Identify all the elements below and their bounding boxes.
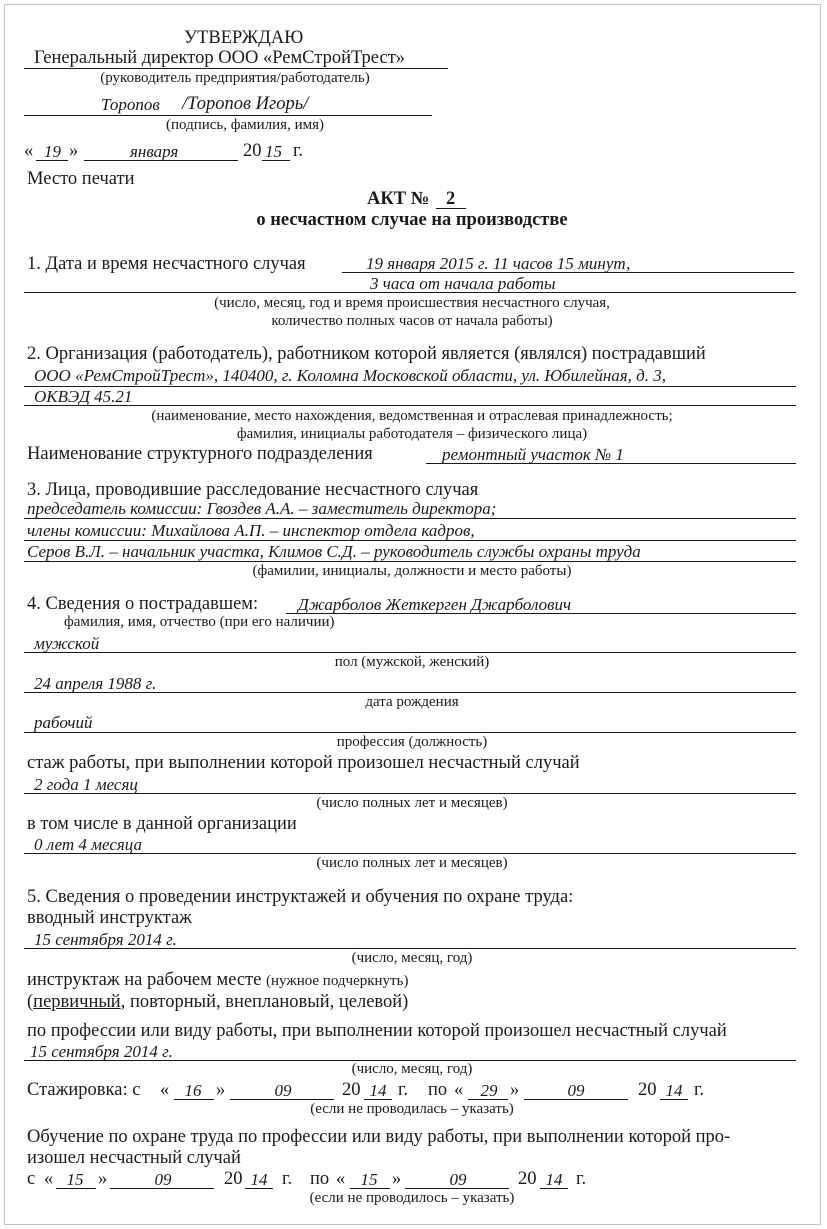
date-day-line bbox=[36, 160, 68, 161]
s5-intern-from-year: 14 bbox=[369, 1081, 387, 1100]
s4-profession: рабочий bbox=[34, 713, 93, 732]
s1-caption2: количество полных часов от начала работы) bbox=[271, 313, 553, 329]
s5-types-rest: , повторный, внеплановый, целевой) bbox=[120, 992, 409, 1012]
s2-line1 bbox=[24, 386, 796, 387]
approval-date-year: 15 bbox=[265, 142, 282, 161]
s5-training-from-year: 14 bbox=[250, 1170, 268, 1189]
s4-gender: мужской bbox=[34, 634, 100, 653]
intern-from-month-line bbox=[230, 1099, 334, 1100]
position-line bbox=[24, 68, 448, 69]
s4-exp-label: стаж работы, при выполнении которой произошел несчастный случай bbox=[27, 753, 580, 773]
s5-intro-line bbox=[24, 948, 796, 949]
date-suffix: г. bbox=[293, 141, 304, 161]
s3-value3: Серов В.Л. – начальник участка, Климов С.Д. – руководитель службы охраны труда bbox=[27, 542, 641, 561]
s5-training-to-month: 09 bbox=[449, 1170, 467, 1189]
position-caption: (руководитель предприятия/работодатель) bbox=[100, 70, 370, 86]
s5-intern-label: Стажировка: с bbox=[27, 1080, 141, 1100]
s5-intern-to-month: 09 bbox=[567, 1081, 585, 1100]
s3-line1 bbox=[24, 518, 796, 519]
intern-from-q-close: » bbox=[216, 1080, 226, 1100]
s2-value2: ОКВЭД 45.21 bbox=[34, 387, 133, 406]
s5-intern-to-year: 14 bbox=[665, 1081, 683, 1100]
training-from-q-close: » bbox=[98, 1169, 108, 1189]
s4-name: Джарболов Жеткерген Джарболович bbox=[298, 595, 572, 614]
training-to-month-line bbox=[405, 1188, 509, 1189]
s2-line2 bbox=[24, 405, 796, 406]
s5-training-from-label: с bbox=[27, 1169, 36, 1189]
s3-caption: (фамилии, инициалы, должности и место работы) bbox=[252, 563, 572, 579]
intern-to-q-open: « bbox=[454, 1080, 464, 1100]
approval-position: Генеральный директор ООО «РемСтройТрест» bbox=[34, 48, 406, 68]
training-to-q-close: » bbox=[392, 1169, 402, 1189]
approval-signature: Торопов bbox=[101, 95, 160, 114]
approval-date-month: января bbox=[130, 142, 179, 161]
intern-to-year-line bbox=[660, 1099, 688, 1100]
s4-org-exp-caption: (число полных лет и месяцев) bbox=[316, 855, 508, 871]
training-from-century: 20 bbox=[224, 1169, 243, 1189]
act-subtitle: о несчастном случае на производстве bbox=[256, 210, 568, 230]
s4-birth-caption: дата рождения bbox=[365, 694, 459, 710]
s3-line2 bbox=[24, 540, 796, 541]
s2-caption1: (наименование, место нахождения, ведомственная и отраслевая принадлежность; bbox=[151, 408, 673, 424]
s4-gender-caption: пол (мужской, женский) bbox=[334, 654, 490, 670]
s1-caption1: (число, месяц, год и время происшествия несчастного случая, bbox=[214, 295, 610, 311]
stamp-label: Место печати bbox=[27, 169, 135, 189]
s5-intern-from-month: 09 bbox=[274, 1081, 292, 1100]
s3-value1: председатель комиссии: Гвоздев А.А. – заместитель директора; bbox=[27, 499, 497, 518]
s5-workplace-line bbox=[27, 971, 408, 990]
s3-label: 3. Лица, проводившие расследование несчастного случая bbox=[27, 480, 479, 500]
s5-type-selected: первичный bbox=[33, 992, 121, 1012]
s1-label: 1. Дата и время несчастного случая bbox=[27, 254, 306, 274]
intern-to-month-line bbox=[524, 1099, 628, 1100]
s4-org-exp-line bbox=[24, 853, 796, 854]
approval-date-day: 19 bbox=[44, 142, 61, 161]
s2-value1: ООО «РемСтройТрест», 140400, г. Коломна Московской области, ул. Юбилейная, д. 3, bbox=[34, 366, 667, 385]
date-month-line bbox=[84, 160, 238, 161]
s5-intern-to-label: по bbox=[428, 1080, 448, 1100]
intern-to-century: 20 bbox=[638, 1080, 657, 1100]
act-number: 2 bbox=[446, 189, 456, 209]
s5-types-open: ( bbox=[27, 992, 34, 1012]
act-number-line bbox=[436, 208, 466, 209]
s5-training-label1: Обучение по охране труда по профессии или виду работы, при выполнении которой про- bbox=[27, 1127, 731, 1147]
s4-name-caption: фамилия, имя, отчество (при его наличии) bbox=[64, 614, 335, 630]
s2-caption2: фамилия, инициалы работодателя – физического лица) bbox=[236, 426, 588, 442]
intern-from-year-line bbox=[364, 1099, 392, 1100]
s4-label: 4. Сведения о пострадавшем: bbox=[27, 594, 259, 614]
training-to-century: 20 bbox=[518, 1169, 537, 1189]
intern-from-suffix: г. bbox=[398, 1080, 409, 1100]
date-quote-open: « bbox=[24, 141, 34, 161]
s3-value2: члены комиссии: Михайлова А.П. – инспектор отдела кадров, bbox=[27, 521, 475, 540]
s1-line1 bbox=[342, 272, 794, 273]
s5-training-to-label: по bbox=[310, 1169, 330, 1189]
s2-unit-value: ремонтный участок № 1 bbox=[442, 445, 624, 464]
act-title: АКТ № bbox=[367, 189, 430, 209]
s4-org-exp-value: 0 лет 4 месяца bbox=[34, 835, 143, 854]
intern-from-q-open: « bbox=[160, 1080, 170, 1100]
intern-to-day-line bbox=[468, 1099, 508, 1100]
training-to-suffix: г. bbox=[576, 1169, 587, 1189]
s2-label: 2. Организация (работодатель), работником которой является (являлся) пострадавший bbox=[27, 344, 706, 364]
s5-workplace-note: (нужное подчеркнуть) bbox=[266, 973, 409, 989]
intern-from-day-line bbox=[174, 1099, 214, 1100]
s5-training-label2: изошел несчастный случай bbox=[27, 1148, 241, 1168]
training-from-year-line bbox=[245, 1188, 273, 1189]
s5-prof-value: 15 сентября 2014 г. bbox=[30, 1042, 173, 1061]
date-quote-close: » bbox=[69, 141, 79, 161]
signature-line bbox=[24, 115, 432, 116]
s1-value2: 3 часа от начала работы bbox=[370, 274, 556, 293]
s5-intern-caption: (если не проводилась – указать) bbox=[310, 1101, 514, 1117]
s4-profession-caption: профессия (должность) bbox=[336, 734, 488, 750]
s4-birth: 24 апреля 1988 г. bbox=[34, 674, 157, 693]
approval-signer: /Торопов Игорь/ bbox=[182, 94, 309, 114]
s5-training-to-year: 14 bbox=[545, 1170, 563, 1189]
s2-unit-line bbox=[426, 463, 796, 464]
training-from-q-open: « bbox=[44, 1169, 54, 1189]
s5-training-from-month: 09 bbox=[154, 1170, 172, 1189]
s5-label: 5. Сведения о проведении инструктажей и обучения по охране труда: bbox=[27, 887, 574, 907]
intern-to-q-close: » bbox=[510, 1080, 520, 1100]
s4-name-line bbox=[286, 613, 796, 614]
s3-line3 bbox=[24, 561, 796, 562]
s5-intern-to-day: 29 bbox=[480, 1081, 498, 1100]
s1-line2 bbox=[24, 292, 796, 293]
training-to-q-open: « bbox=[336, 1169, 346, 1189]
s5-workplace-label: инструктаж на рабочем месте bbox=[27, 970, 262, 990]
s5-intern-from-day: 16 bbox=[184, 1081, 202, 1100]
s4-exp-caption: (число полных лет и месяцев) bbox=[316, 795, 508, 811]
intern-from-century: 20 bbox=[342, 1080, 361, 1100]
s4-profession-line bbox=[24, 732, 796, 733]
s5-intro-caption: (число, месяц, год) bbox=[351, 950, 473, 966]
s5-training-caption: (если не проводилось – указать) bbox=[309, 1190, 515, 1206]
s1-value1: 19 января 2015 г. 11 часов 15 минут, bbox=[366, 254, 631, 273]
s2-unit-label: Наименование структурного подразделения bbox=[27, 444, 373, 464]
training-to-day-line bbox=[350, 1188, 390, 1189]
date-year-line bbox=[262, 160, 290, 161]
s4-birth-line bbox=[24, 692, 796, 693]
signature-caption: (подпись, фамилия, имя) bbox=[166, 117, 324, 133]
s5-intro-label: вводный инструктаж bbox=[27, 908, 192, 928]
intern-to-suffix: г. bbox=[694, 1080, 705, 1100]
s5-intro-value: 15 сентября 2014 г. bbox=[34, 930, 177, 949]
s4-gender-line bbox=[24, 652, 796, 653]
s4-exp-value: 2 года 1 месяц bbox=[34, 775, 138, 794]
training-from-suffix: г. bbox=[282, 1169, 293, 1189]
training-from-day-line bbox=[56, 1188, 96, 1189]
s5-training-to-day: 15 bbox=[360, 1170, 378, 1189]
training-to-year-line bbox=[540, 1188, 568, 1189]
s4-org-exp-label: в том числе в данной организации bbox=[27, 814, 297, 834]
s4-exp-line bbox=[24, 793, 796, 794]
s5-types bbox=[27, 993, 408, 1012]
s5-prof-caption: (число, месяц, год) bbox=[351, 1061, 473, 1077]
date-century: 20 bbox=[243, 141, 262, 161]
s5-training-from-day: 15 bbox=[66, 1170, 84, 1189]
s5-prof-label: по профессии или виду работы, при выполнении которой произошел несчастный случай bbox=[27, 1021, 727, 1041]
approval-title: УТВЕРЖДАЮ bbox=[184, 28, 304, 48]
training-from-month-line bbox=[110, 1188, 214, 1189]
